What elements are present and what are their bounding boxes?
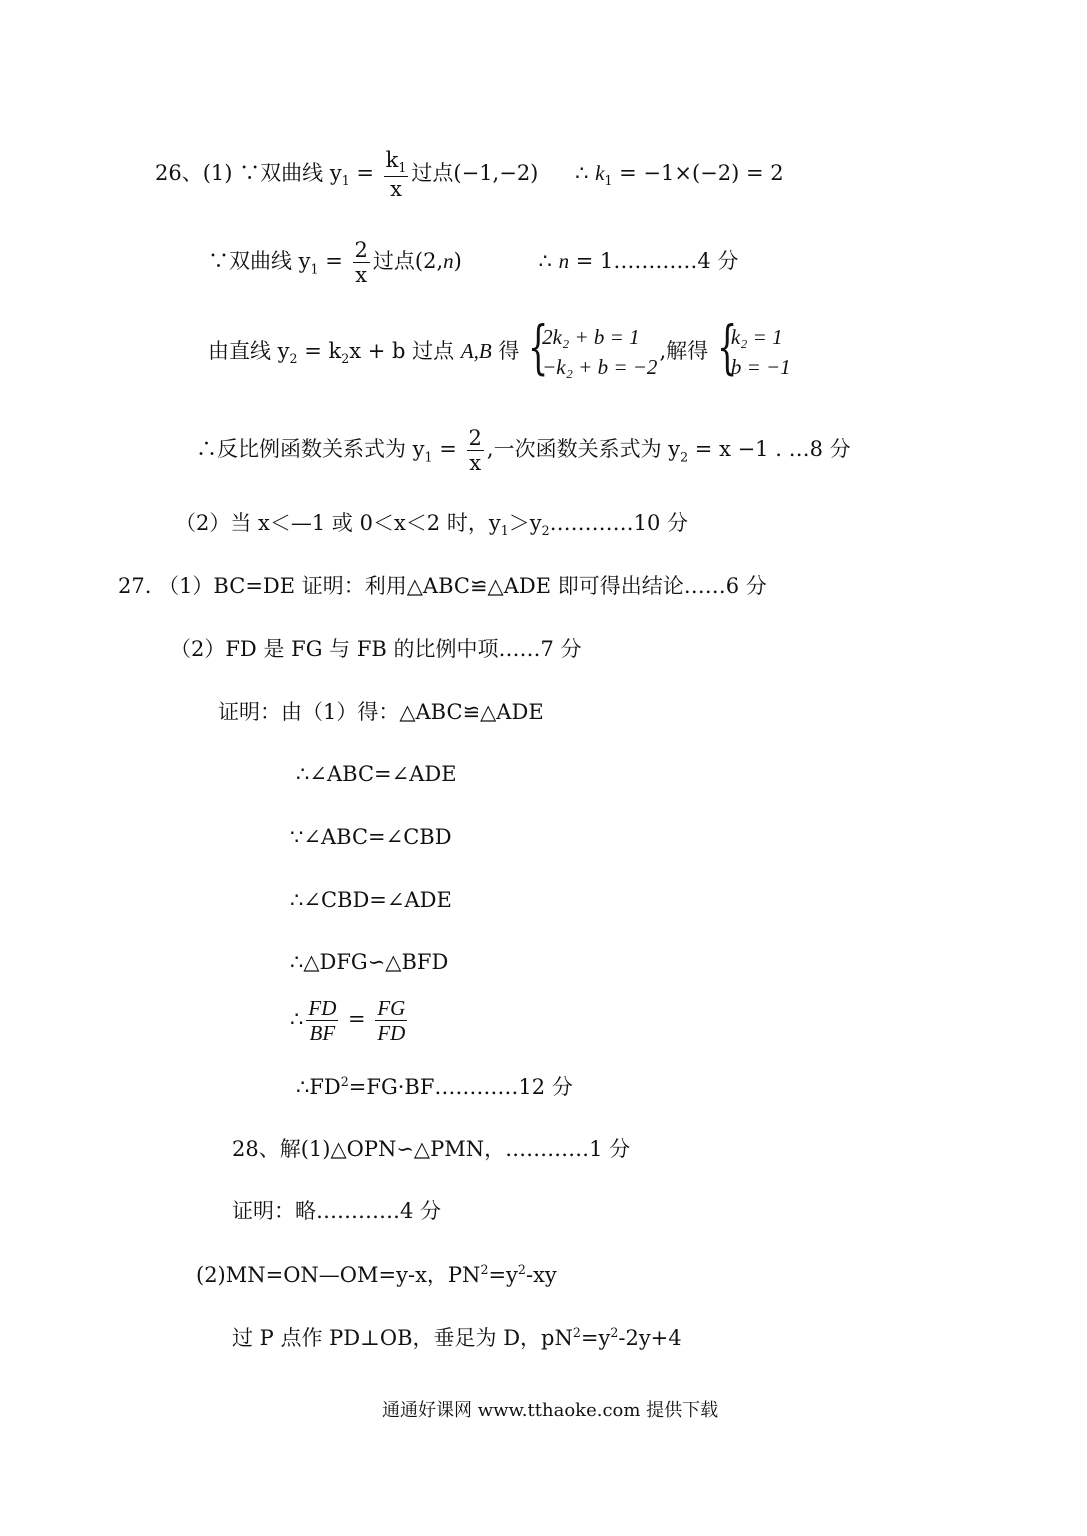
equation-system-2 bbox=[716, 313, 791, 383]
n-var: n bbox=[443, 249, 454, 274]
superscript: 2 bbox=[610, 1325, 619, 1340]
q26-l2-result: = 1…………4 分 bbox=[569, 249, 739, 274]
q26-line-4 bbox=[196, 426, 851, 475]
brace-icon: { bbox=[528, 313, 549, 381]
q27-line-3: 证明：由（1）得：△ABC≌△ADE bbox=[218, 700, 544, 724]
points-ab: A,B bbox=[460, 338, 492, 363]
q26-line-3 bbox=[208, 313, 793, 383]
q26-l5-text: （2）当 x＜—1 或 0＜x＜2 时，y bbox=[175, 511, 501, 535]
q26-line-5 bbox=[175, 513, 688, 538]
therefore: ∴ bbox=[538, 249, 559, 274]
q27-line-4: ∴∠ABC=∠ADE bbox=[296, 762, 457, 786]
q26-l5-score: …………10 分 bbox=[549, 511, 689, 535]
equals: = k bbox=[297, 338, 342, 363]
fraction-fd-over-bf bbox=[306, 996, 338, 1045]
q27-line-7: ∴△DFG∽△BFD bbox=[290, 950, 449, 974]
fraction-fg-over-fd bbox=[375, 996, 407, 1045]
frac-den: x bbox=[469, 451, 482, 476]
q26-l2-text: ∵双曲线 y bbox=[208, 249, 311, 274]
frac-den: FD bbox=[377, 1021, 406, 1046]
q26-l3-de: 得 bbox=[491, 338, 520, 363]
k-var: k bbox=[595, 160, 605, 185]
superscript: 2 bbox=[340, 1074, 349, 1089]
subscript: 2 bbox=[541, 523, 550, 539]
frac-num-sub: 1 bbox=[398, 160, 407, 176]
q26-l3-solve: ,解得 bbox=[659, 338, 709, 363]
q28-l3-text: (2)MN=ON—OM=y-x，PN bbox=[196, 1263, 481, 1287]
subscript: 1 bbox=[604, 173, 613, 189]
q26-l1-point: 过点(−1,−2) bbox=[411, 160, 539, 185]
q26-line-1 bbox=[155, 148, 784, 201]
q26-l3-line-expr: x + b 过点 bbox=[349, 338, 461, 363]
therefore: ∴ bbox=[290, 1007, 304, 1032]
frac-num: 2 bbox=[468, 426, 482, 450]
subscript: 2 bbox=[289, 351, 298, 367]
q26-l3-text: 由直线 y bbox=[208, 338, 290, 363]
subscript: 1 bbox=[310, 261, 319, 277]
system-row: −k₂ + b = −2 bbox=[542, 355, 658, 380]
n-var: n bbox=[558, 249, 570, 274]
q27-line-2: （2）FD 是 FG 与 FB 的比例中项……7 分 bbox=[170, 637, 582, 661]
q26-l4-linear: ,一次函数关系式为 y bbox=[486, 437, 681, 462]
q28-l4-mid: =y bbox=[580, 1326, 611, 1350]
superscript: 2 bbox=[572, 1325, 581, 1340]
q28-l3-rest: -xy bbox=[525, 1263, 557, 1287]
system-row: b = −1 bbox=[730, 355, 791, 380]
therefore: ∴ bbox=[575, 160, 596, 185]
q28-line-3 bbox=[196, 1264, 557, 1286]
frac-den: BF bbox=[309, 1021, 336, 1046]
superscript: 2 bbox=[480, 1262, 489, 1277]
fraction-k1-over-x bbox=[384, 148, 409, 201]
subscript: 1 bbox=[341, 173, 350, 189]
q26-l2-point: 过点(2, bbox=[372, 249, 444, 274]
q26-l1-result: = −1×(−2) = 2 bbox=[612, 160, 784, 185]
brace-icon: { bbox=[716, 313, 738, 381]
frac-den: x bbox=[390, 176, 402, 201]
equals: = bbox=[432, 437, 464, 462]
q26-l4-text: ∴反比例函数关系式为 y bbox=[196, 437, 425, 462]
q27-line-9 bbox=[296, 1076, 573, 1098]
q27-line-5: ∵∠ABC=∠CBD bbox=[290, 825, 452, 849]
equation-system-1 bbox=[528, 313, 658, 383]
q28-l4-text: 过 P 点作 PD⊥OB，垂足为 D，pN bbox=[232, 1326, 573, 1350]
frac-num: FD bbox=[308, 996, 337, 1020]
q28-l4-rest: -2y+4 bbox=[618, 1326, 682, 1350]
paren: ) bbox=[453, 249, 462, 274]
equals: = bbox=[318, 249, 350, 274]
superscript: 2 bbox=[517, 1262, 526, 1277]
subscript: 2 bbox=[680, 449, 689, 465]
q27-line-6: ∴∠CBD=∠ADE bbox=[290, 888, 452, 912]
subscript: 1 bbox=[500, 523, 509, 539]
greater-than: ＞y bbox=[508, 511, 542, 535]
q28-line-1: 28、解(1)△OPN∽△PMN，…………1 分 bbox=[232, 1137, 631, 1161]
page-footer: 通通好课网 www.tthaoke.com 提供下载 bbox=[382, 1400, 719, 1421]
q27-l9-text: ∴FD bbox=[296, 1075, 341, 1099]
q28-line-4 bbox=[232, 1327, 682, 1349]
fraction-2-over-x bbox=[467, 426, 484, 475]
subscript: 2 bbox=[341, 351, 350, 367]
frac-num: FG bbox=[377, 996, 406, 1020]
frac-num: 2 bbox=[354, 238, 368, 262]
system-row: k₂ = 1 bbox=[730, 325, 783, 349]
q28-l3-mid: =y bbox=[488, 1263, 518, 1287]
q26-l1-text: 26、(1) ∵双曲线 y bbox=[155, 160, 342, 185]
q27-line-1: 27. （1）BC=DE 证明：利用△ABC≌△ADE 即可得出结论……6 分 bbox=[118, 574, 767, 598]
subscript: 1 bbox=[424, 449, 433, 465]
frac-num: k bbox=[385, 148, 399, 172]
q27-l9-rest: =FG·BF…………12 分 bbox=[348, 1075, 573, 1099]
q27-line-8 bbox=[290, 996, 410, 1045]
equals: = bbox=[349, 160, 381, 185]
q28-line-2: 证明：略…………4 分 bbox=[232, 1199, 442, 1223]
q26-line-2 bbox=[208, 238, 738, 287]
system-row: 2k₂ + b = 1 bbox=[542, 325, 640, 349]
q26-l4-result: = x −1 . …8 分 bbox=[688, 437, 851, 462]
fraction-2-over-x bbox=[353, 238, 370, 287]
equals: = bbox=[341, 1007, 373, 1032]
frac-den: x bbox=[355, 263, 368, 288]
